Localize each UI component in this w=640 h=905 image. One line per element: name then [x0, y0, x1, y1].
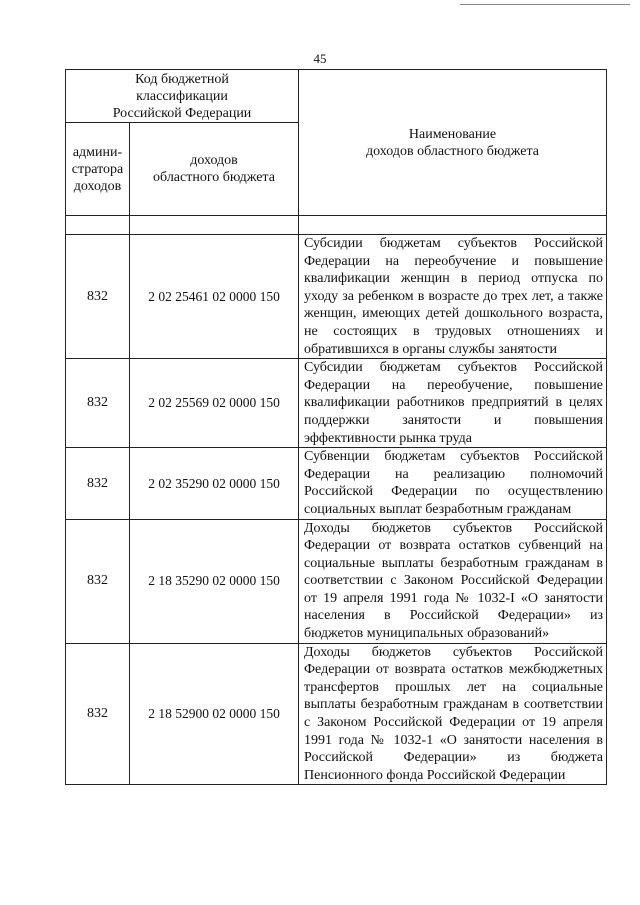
- spacer-cell: [66, 216, 130, 235]
- income-code-cell: 2 18 52900 02 0000 150: [130, 643, 299, 785]
- top-edge-rule: [460, 4, 630, 5]
- table-row: [66, 359, 607, 448]
- admin-code-cell: 832: [66, 448, 130, 519]
- income-code-cell: 2 18 35290 02 0000 150: [130, 519, 299, 643]
- table-row: [66, 519, 607, 643]
- header-name-line: доходов областного бюджета: [366, 143, 539, 159]
- revenue-name-cell: Субсидии бюджетам субъектов Российской Федерации на переобучение, повышение квалификации работников предприятий в целях поддержки занятости и повышения эффективности рынка труда: [299, 359, 607, 448]
- header-budget-classification-code: [66, 70, 299, 123]
- revenue-name-cell: Субсидии бюджетам субъектов Российской Федерации на переобучение и повышение квалификации женщин в период отпуска по уходу за ребенком в возрасте до трех лет, а также женщин, имеющих детей дошкольного возраста, не состоящих в трудовых отношениях и обратившихся в органы службы занятости: [299, 235, 607, 359]
- header-code-line: Код бюджетной: [135, 72, 229, 87]
- header-code-line: Российской Федерации: [112, 106, 252, 121]
- revenue-name-cell: Доходы бюджетов субъектов Российской Федерации от возврата остатков субвенций на социальные выплаты безработным гражданам в соответствии с Законом Российской Федерации от 19 апреля 1991 года № 1032-I «О занятости населения в Российской Федерации» из бюджетов муниципальных образований»: [299, 519, 607, 643]
- revenue-name-cell: Субвенции бюджетам субъектов Российской Федерации на реализацию полномочий Российской Федерации по осуществлению социальных выплат безработным гражданам: [299, 448, 607, 519]
- admin-code-cell: 832: [66, 643, 130, 785]
- header-revenue-name: [299, 70, 607, 216]
- header-admin-line: админи-: [72, 144, 123, 160]
- table-row: [66, 448, 607, 519]
- table-row: [66, 643, 607, 785]
- admin-code-cell: 832: [66, 235, 130, 359]
- header-name-line: Наименование: [408, 126, 497, 142]
- page-number: 45: [313, 51, 327, 66]
- header-income-line: областного бюджета: [153, 170, 275, 185]
- header-administrator: [66, 123, 130, 216]
- header-admin-line: стратора: [71, 161, 124, 177]
- income-code-cell: 2 02 35290 02 0000 150: [130, 448, 299, 519]
- spacer-cell: [130, 216, 299, 235]
- revenue-name-cell: Доходы бюджетов субъектов Российской Федерации от возврата остатков межбюджетных трансфертов прошлых лет на социальные выплаты безработным гражданам в соответствии с Законом Российской Федерации от 19 апреля 1991 года № 1032-1 «О занятости населения в Российской Федерации» из бюджета Пенсионного фонда Российской Федерации: [299, 643, 607, 785]
- header-income-line: доходов: [190, 153, 238, 168]
- header-regional-income: [130, 123, 299, 216]
- income-code-cell: 2 02 25461 02 0000 150: [130, 235, 299, 359]
- budget-revenue-table: [65, 69, 607, 785]
- admin-code-cell: 832: [66, 519, 130, 643]
- income-code-cell: 2 02 25569 02 0000 150: [130, 359, 299, 448]
- table-row: [66, 235, 607, 359]
- header-admin-line: доходов: [73, 178, 122, 194]
- admin-code-cell: 832: [66, 359, 130, 448]
- header-code-line: классификации: [136, 89, 228, 104]
- header-spacer-row: [66, 216, 607, 235]
- spacer-cell: [299, 216, 607, 235]
